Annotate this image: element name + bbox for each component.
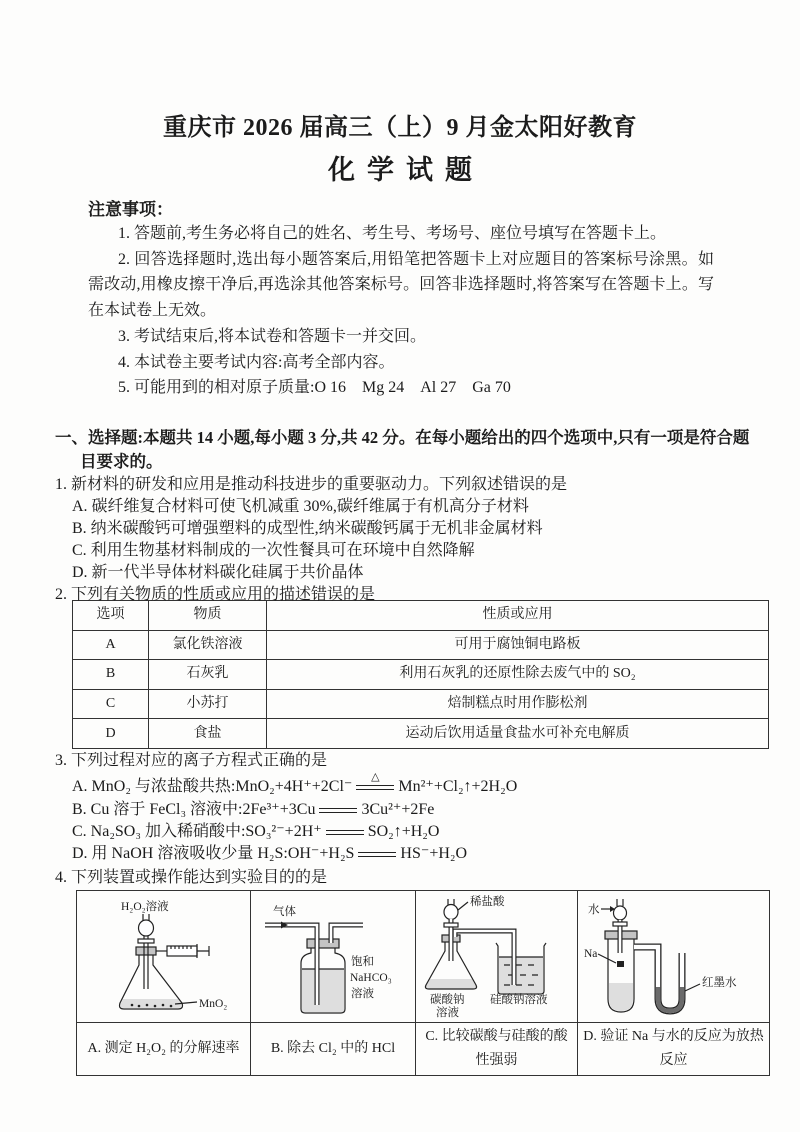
exam-title: 重庆市 2026 届高三（上）9 月金太阳好教育: [163, 115, 637, 141]
red-ink-label: 红墨水: [702, 976, 737, 989]
q3-option-c-prefix: C. Na₂SO₃ 加入稀硝酸中:: [72, 822, 246, 840]
notes-heading: 注意事项：: [88, 200, 173, 219]
q4-apparatus-table: [76, 890, 770, 1076]
q2-cell-substance: 小苏打: [149, 689, 267, 719]
caption-c: C. 比较碳酸与硅酸的酸性强弱: [416, 1022, 578, 1075]
note-item: 4. 本试卷主要考试内容:高考全部内容。: [118, 353, 395, 371]
q2-cell-substance: 食盐: [149, 719, 267, 749]
caption-a: A. 测定 H₂O₂ 的分解速率: [77, 1022, 251, 1075]
apparatus-c-diagram: [416, 891, 578, 1022]
apparatus-a-diagram: [77, 891, 251, 1022]
gas-label: 气体: [273, 905, 296, 918]
syringe: [156, 944, 209, 958]
dropping-funnel: [613, 899, 627, 953]
rubber-stopper: [307, 939, 339, 948]
sodium-carbonate-label: 碳酸钠: [430, 993, 465, 1006]
flask-liquid: [425, 979, 476, 989]
sodium-leader-line: [598, 954, 616, 963]
reaction-equals-sign: [356, 770, 394, 790]
h2o2-solution-label: H₂O₂溶液: [121, 900, 169, 913]
q2-cell-option: D: [73, 719, 149, 749]
caption-b: B. 除去 Cl₂ 中的 HCl: [251, 1022, 416, 1075]
q2-table-row: [73, 719, 769, 749]
q2-stem: 2. 下列有关物质的性质或应用的描述错误的是: [55, 585, 376, 603]
red-ink: [658, 987, 682, 1011]
note-item: 1. 答题前,考生务必将自己的姓名、考生号、考场号、座位号填写在答题卡上。: [118, 225, 667, 242]
mno2-label: MnO₂: [199, 997, 228, 1010]
saturated-label: 饱和: [351, 955, 374, 968]
u-tube: [634, 947, 682, 1011]
q3-option-b-prefix: B. Cu 溶于 FeCl₃ 溶液中:: [72, 800, 243, 818]
q3-option-d-prefix: D. 用 NaOH 溶液吸收少量 H₂S:: [72, 844, 288, 862]
reaction-equals-sign: [358, 852, 396, 857]
arrow-icon: [601, 906, 615, 912]
q3-option-c-products: SO₂↑+H₂O: [367, 822, 440, 840]
nahco3-label: NaHCO₃: [350, 971, 392, 984]
q3-option-a-reactants: MnO₂+4H⁺+2Cl⁻: [235, 777, 353, 795]
q2-cell-substance: 石灰乳: [149, 660, 267, 690]
red-ink-leader-line: [685, 984, 700, 991]
apparatus-d-diagram: [578, 891, 770, 1022]
note-item: 2. 回答选择题时,选出每小题答案后,用铅笔把答题卡上对应题目的答案标号涂黑。如需改动,用橡皮擦干净后,再选涂其他答案标号。回答非选择题时,将答案写在答题卡上。写在本试卷上无效。: [88, 250, 714, 320]
dilute-hcl-leader-line: [458, 902, 468, 910]
q2-table-row: [73, 630, 769, 660]
q2-cell-property: 可用于腐蚀铜电路板: [267, 630, 769, 660]
q2-cell-option: C: [73, 689, 149, 719]
q2-table: [72, 600, 769, 749]
flask-liquid: [120, 999, 181, 1008]
q3-option-d-reactants: OH⁻+H₂S: [287, 844, 355, 862]
q2-header-option: 选项: [73, 600, 149, 630]
q1-stem: 1. 新材料的研发和应用是推动科技进步的重要驱动力。下列叙述错误的是: [55, 475, 568, 493]
q2-table-row: [73, 660, 769, 690]
q3-option-d: [0, 843, 800, 865]
q2-cell-property: 利用石灰乳的还原性除去废气中的 SO₂: [267, 660, 769, 690]
q2-cell-option: A: [73, 630, 149, 660]
q1-option-b: B. 纳米碳酸钙可增强塑料的成型性,纳米碳酸钙属于无机非金属材料: [72, 519, 543, 537]
q3-option-b: [0, 799, 800, 821]
q3-option-a-products: Mn²⁺+Cl₂↑+2H₂O: [398, 777, 518, 795]
q3-option-c: [0, 821, 800, 843]
note-item: 5. 可能用到的相对原子质量:O 16 Mg 24 Al 27 Ga 70: [118, 379, 511, 397]
q4-diagram-row: [77, 890, 770, 1022]
apparatus-cell-a: [77, 890, 251, 1022]
q3-option-a-prefix: A. MnO₂ 与浓盐酸共热:: [72, 777, 236, 795]
q2-header-property: 性质或应用: [267, 600, 769, 630]
q2-table-row: [73, 689, 769, 719]
q3-option-a: [0, 770, 800, 799]
q3-option-b-reactants: 2Fe³⁺+3Cu: [242, 800, 316, 818]
apparatus-b-diagram: [251, 891, 416, 1022]
q3-option-d-products: HS⁻+H₂O: [400, 844, 468, 862]
apparatus-cell-b: [251, 890, 416, 1022]
bottle-liquid: [302, 969, 344, 1012]
reaction-equals-sign: [319, 808, 357, 813]
solution-label: 溶液: [351, 987, 374, 1000]
solution-label: 溶液: [436, 1006, 459, 1019]
q2-cell-option: B: [73, 660, 149, 690]
apparatus-cell-c: [416, 890, 578, 1022]
q1-option-d: D. 新一代半导体材料碳化硅属于共价晶体: [72, 563, 364, 581]
section-heading-multiple-choice: 一、选择题:本题共 14 小题,每小题 3 分,共 42 分。在每小题给出的四个选项中,只有一项是符合题目要求的。: [55, 427, 750, 471]
sodium-silicate-solution-label: 硅酸钠溶液: [490, 993, 548, 1006]
water-label: 水: [588, 903, 600, 916]
q1-option-c: C. 利用生物基材料制成的一次性餐具可在环境中自然降解: [72, 541, 475, 559]
subject-title: 化学试题: [328, 155, 484, 185]
q2-cell-substance: 氯化铁溶液: [149, 630, 267, 660]
apparatus-cell-d: [578, 890, 770, 1022]
rubber-stopper: [136, 947, 156, 955]
reaction-equals-sign: [326, 830, 364, 835]
q3-stem: 3. 下列过程对应的离子方程式正确的是: [55, 751, 328, 769]
test-tube-water: [609, 983, 633, 1011]
sodium-label: Na: [584, 947, 598, 960]
q2-header-substance: 物质: [149, 600, 267, 630]
q4-stem: 4. 下列装置或操作能达到实验目的的是: [55, 868, 328, 886]
q2-cell-property: 焙制糕点时用作膨松剂: [267, 689, 769, 719]
caption-d: D. 验证 Na 与水的反应为放热反应: [578, 1022, 770, 1075]
note-item: 3. 考试结束后,将本试卷和答题卡一并交回。: [118, 327, 427, 345]
heating-condition-symbol: △: [371, 770, 380, 783]
dilute-hcl-label: 稀盐酸: [470, 895, 505, 908]
q4-caption-row: [77, 1022, 770, 1075]
q1-option-a: A. 碳纤维复合材料可使飞机减重 30%,碳纤维属于有机高分子材料: [72, 497, 529, 515]
q2-cell-property: 运动后饮用适量食盐水可补充电解质: [267, 719, 769, 749]
sodium-piece: [617, 961, 624, 967]
q3-option-c-reactants: SO₃²⁻+2H⁺: [245, 822, 322, 840]
q3-option-b-products: 3Cu²⁺+2Fe: [361, 800, 435, 818]
